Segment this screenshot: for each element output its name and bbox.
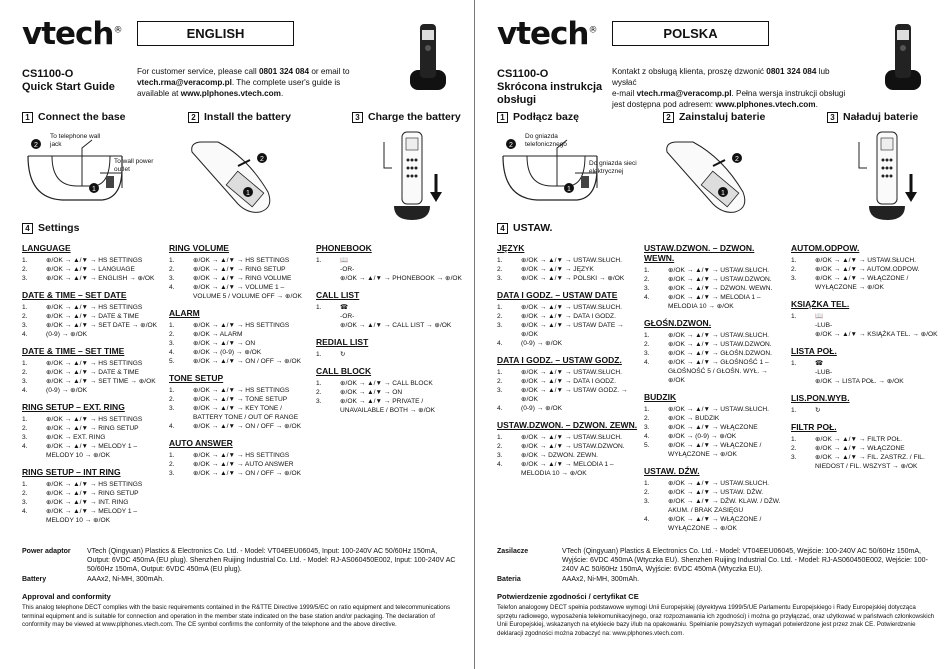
instruction-step: 2. ⊕/OK → ▲/▼ → DATE & TIME (22, 369, 140, 376)
instruction-step: -LUB- (815, 369, 833, 376)
section-title: USTAW.DZWON. – DZWON. WEWN. (644, 243, 755, 263)
svg-text:1: 1 (567, 186, 571, 193)
instruction-step: 1. ⊕/OK → ▲/▼ → USTAW.SŁUCH. (791, 257, 917, 264)
vtech-logo: vtech® (497, 16, 597, 52)
settings-section (22, 290, 164, 339)
settings-section (22, 346, 164, 395)
step-connect-base: 1 Podłącz bazę (497, 111, 579, 123)
instruction-step: 2. ⊕/OK → ▲/▼ → USTAW.DZWON. (644, 276, 772, 283)
settings-section (316, 290, 464, 330)
settings-section (791, 422, 939, 471)
guide-title: Quick Start Guide (22, 81, 115, 93)
instruction-step: 3. ⊕/OK → ▲/▼ → DZWON. WEWN. (644, 285, 773, 292)
settings-column-1 (22, 243, 164, 532)
instruction-step: 1. ☎ (316, 304, 349, 311)
instruction-step: 3. ⊕/OK → ▲/▼ → USTAW GODZ. → ⊕/OK (497, 387, 628, 403)
guide-title: Skrócona instrukcja obsługi (497, 81, 603, 106)
section-title: AUTO ANSWER (169, 438, 233, 448)
instruction-step: 2. ⊕/OK → ▲/▼ → RING SETUP (169, 266, 286, 273)
instruction-step: 2. ⊕/OK → ▲/▼ → DATA I GODZ. (497, 313, 616, 320)
instruction-step: 2. ⊕/OK → ▲/▼ → RING SETUP (22, 425, 139, 432)
instruction-step: 1. ⊕/OK → ▲/▼ → HS SETTINGS (22, 481, 143, 488)
instruction-step: ⊕/OK → LISTA POŁ. → ⊕/OK (815, 378, 904, 385)
svg-text:1: 1 (721, 190, 725, 197)
settings-section (791, 299, 939, 339)
section-title: USTAW. DŹW. (644, 466, 700, 476)
vtech-logo: vtech® (22, 16, 122, 52)
section-title: USTAW.DZWON. – DZWON. ZEWN. (497, 420, 638, 430)
instruction-step: 1. ☎ (791, 360, 824, 367)
step-charge-battery: 3 Charge the battery (352, 111, 461, 123)
instruction-step: 5. ⊕/OK → ▲/▼ → ON / OFF → ⊕/OK (169, 358, 301, 365)
settings-column-2 (644, 243, 786, 540)
instruction-step: 1. ⊕/OK → ▲/▼ → CALL BLOCK (316, 380, 433, 387)
model-number: CS1100-O (497, 68, 549, 80)
settings-section (169, 308, 311, 366)
settings-section (316, 366, 464, 415)
section-title: ALARM (169, 308, 200, 318)
instruction-step: 1. ⊕/OK → ▲/▼ → HS SETTINGS (169, 257, 290, 264)
section-title: DATA I GODZ. – USTAW GODZ. (497, 355, 622, 365)
section-title: REDIAL LIST (316, 337, 369, 347)
instruction-step: 1. ⊕/OK → ▲/▼ → HS SETTINGS (169, 452, 290, 459)
instruction-step: 1. ⊕/OK → ▲/▼ → USTAW.SŁUCH. (644, 406, 770, 413)
instruction-step: 2. ⊕/OK → ▲/▼ → TONE SETUP (169, 396, 288, 403)
instruction-step: 3. ⊕/OK → DZWON. ZEWN. (497, 452, 598, 459)
approval-title: Approval and conformity (22, 592, 111, 601)
settings-section (644, 466, 786, 533)
instruction-step: 2. ⊕/OK → ▲/▼ → JĘZYK (497, 266, 594, 273)
instruction-step: 3. ⊕/OK → ▲/▼ → ON (169, 340, 256, 347)
settings-section (497, 420, 639, 478)
instruction-step: 1. ⊕/OK → ▲/▼ → HS SETTINGS (169, 322, 290, 329)
language-label: POLSKA (612, 21, 769, 46)
instruction-step: ⊕/OK → ▲/▼ → KSIĄŻKA TEL. → ⊕/OK (815, 331, 938, 338)
instruction-step: 1. 📖 (791, 313, 824, 320)
instruction-step: 5. ⊕/OK → ▲/▼ → WŁĄCZONE / WYŁĄCZONE → ⊕/OK (644, 442, 762, 458)
instruction-step: 1. ⊕/OK → ▲/▼ → HS SETTINGS (22, 257, 143, 264)
settings-section (169, 438, 311, 478)
instruction-step: 2. ⊕/OK → ▲/▼ → USTAW.DZWON. (644, 341, 772, 348)
settings-column-3 (791, 243, 939, 478)
instruction-step: 1. ⊕/OK → ▲/▼ → USTAW.SŁUCH. (497, 304, 623, 311)
label-telephone-jack: To telephone wall jack (50, 133, 101, 148)
settings-section (644, 243, 786, 311)
instruction-step: 4. ⊕/OK → (0-9) → ⊕/OK (169, 349, 262, 356)
charge-battery-illustration (855, 128, 935, 223)
instruction-step: 1. ↻ (316, 351, 346, 358)
instruction-step: 3. ⊕/OK → ▲/▼ → FIL. ZASTRZ. / FIL. NIEDOST / FIL. WSZYST → ⊕/OK (791, 454, 925, 470)
instruction-step: 4. (0-9) → ⊕/OK (497, 340, 563, 347)
instruction-step: -LUB- (815, 322, 833, 329)
instruction-step: 1. ⊕/OK → ▲/▼ → USTAW.SŁUCH. (644, 480, 770, 487)
instruction-step: 4. ⊕/OK → ▲/▼ → GŁOŚNOŚĆ 1 – GŁOŚNOŚĆ 5 / GŁOŚN. WYŁ. → ⊕/OK (644, 359, 769, 384)
section-title: DATA I GODZ. – USTAW DATE (497, 290, 618, 300)
instruction-step: 2. ⊕/OK → ▲/▼ → DATA I GODZ. (497, 378, 616, 385)
instruction-step: 2. ⊕/OK → ▲/▼ → USTAW.DZWON. (497, 443, 625, 450)
section-title: LISTA POŁ. (791, 346, 837, 356)
instruction-step: 1. ⊕/OK → ▲/▼ → USTAW.SŁUCH. (497, 369, 623, 376)
instruction-step: 1. ⊕/OK → ▲/▼ → USTAW.SŁUCH. (497, 257, 623, 264)
section-title: CALL LIST (316, 290, 360, 300)
settings-section (497, 243, 639, 283)
section-title: RING VOLUME (169, 243, 229, 253)
instruction-step: ⊕/OK → ▲/▼ → PHONEBOOK → ⊕/OK (340, 275, 462, 282)
instruction-step: 4. ⊕/OK → ▲/▼ → ON / OFF → ⊕/OK (169, 423, 301, 430)
instruction-step: 1. ⊕/OK → ▲/▼ → USTAW.SŁUCH. (497, 434, 623, 441)
instruction-step: 1. ⊕/OK → ▲/▼ → HS SETTINGS (22, 360, 143, 367)
instruction-step: 3. ⊕/OK → ▲/▼ → SET TIME → ⊕/OK (22, 378, 156, 385)
instruction-step: 3. ⊕/OK → EXT. RING (22, 434, 106, 441)
section-title: FILTR POŁ. (791, 422, 837, 432)
label-power-outlet: Do gniazda sieci elektrycznej (589, 160, 637, 175)
instruction-step: 4. ⊕/OK → ▲/▼ → MELODY 1 – MELODY 10 → ⊕/OK (22, 443, 138, 459)
instruction-step: 2. ⊕/OK → ▲/▼ → WŁĄCZONE (791, 445, 905, 452)
instruction-step: 4. (0-9) → ⊕/OK (22, 331, 88, 338)
footer-specs: Power adaptor VTech (Qingyuan) Plastics & Electronics Co. Ltd. - Model: VT04EEU06045, Input: 100-240V AC 50/60Hz 150mA, Output: 6VDC 450mA (EU plug). Shenzhen Ruijing Industrial Co. Ltd. - Model: RJ-AS060450E002, Input: 100-240V AC 50/60Hz 150mA, Output: 6VDC 450mA (EU plug). Battery AAAx2, Ni-MH, 300mAh. Approval and conformity This analog telephone DECT complies with the basic requirements contained in the R&TTE Directive 1999/5/EC on ratio equipment and telecommunications terminal equipment and is suitable for connection and operation in the member state indicated on the base station and/or packaging. The declaration of conformity may be viewed at www.plphones.vtech.com. The CE symbol confirms the conformity of the telephone and the above directive. (22, 547, 462, 630)
instruction-step: -OR- (340, 266, 355, 273)
approval-text: This analog telephone DECT complies with the basic requirements contained in the R&TTE Directive 1999/5/EC on ratio equipment and telecommunications terminal equipment and is suitable for connection and operation in the member state indicated on the base station and/or packaging. The declaration of conformity may be viewed at www.plphones.vtech.com. The CE symbol confirms the conformity of the telephone and the above directive. (22, 604, 451, 628)
settings-section (644, 392, 786, 459)
instruction-step: 2. ⊕/OK → ▲/▼ → AUTO ANSWER (169, 461, 294, 468)
install-battery-illustration (663, 128, 763, 218)
instruction-step: 4. ⊕/OK → ▲/▼ → MELODIA 1 – MELODIA 10 → ⊕/OK (644, 294, 761, 310)
approval-title: Potwierdzenie zgodności / certyfikat CE (497, 592, 639, 601)
section-title: PHONEBOOK (316, 243, 372, 253)
instruction-step: 3. ⊕/OK → ▲/▼ → PRIVATE / UNAVAILABLE / BOTH → ⊕/OK (316, 398, 436, 414)
model-number: CS1100-O (22, 68, 74, 80)
instruction-step: 3. ⊕/OK → ▲/▼ → POLSKI → ⊕/OK (497, 275, 625, 282)
instruction-step: 2. ⊕/OK → ▲/▼ → LANGUAGE (22, 266, 135, 273)
section-title: TONE SETUP (169, 373, 224, 383)
instruction-step: 1. ⊕/OK → ▲/▼ → HS SETTINGS (169, 387, 290, 394)
instruction-step: 2. ⊕/OK → ▲/▼ → RING SETUP (22, 490, 139, 497)
instruction-step: 4. ⊕/OK → ▲/▼ → MELODIA 1 – MELODIA 10 → ⊕/OK (497, 461, 614, 477)
instruction-step: 1. ⊕/OK → ▲/▼ → USTAW.SŁUCH. (644, 267, 770, 274)
instruction-step: 1. ⊕/OK → ▲/▼ → HS SETTINGS (22, 416, 143, 423)
settings-section (316, 337, 464, 359)
instruction-step: 3. ⊕/OK → ▲/▼ → INT. RING (22, 499, 129, 506)
svg-text:2: 2 (509, 142, 513, 149)
install-battery-illustration (188, 128, 288, 218)
instruction-step: 2. ⊕/OK → ▲/▼ → ON (316, 389, 403, 396)
instruction-step: 4. (0-9) → ⊕/OK (497, 405, 563, 412)
instruction-step: 3. ⊕/OK → ▲/▼ → DŹW. KLAW. / DŹW. AKUM. / BRAK ZASIĘGU (644, 498, 781, 514)
customer-service-text: For customer service, please call 0801 324 084 or email to vtech.rma@veracomp.pl. The complete user's guide is available at www.plphones.vtech.com. (137, 67, 350, 98)
approval-text: Telefon analogowy DECT spełnia podstawowe wymogi Unii Europejskiej (dyrektywa 1999/5/UE Parlamentu Europejskiego i Rady Europejskiej dotycząca sprzętu radiowego, wyposażenia telekomunikacyjnego, oraz rozpoznawania ich zgodności) i można go przyłączać, oraz użytkować w państwach członkowskich Unii Europejskiej, wskazanych na etykiecie bazy i/lub na opakowaniu. Spełnianie powyższych wymagań potwierdzone jest przez znak CE. Potwierdzenie deklaracji zgodności można zobaczyć na: www.plphones.vtech.com. (497, 604, 935, 637)
settings-section (644, 318, 786, 385)
instruction-step: 4. ⊕/OK → (0-9) → ⊕/OK (644, 433, 737, 440)
step-install-battery: 2 Zainstaluj baterie (663, 111, 765, 123)
instruction-step: 3. ⊕/OK → ▲/▼ → RING VOLUME (169, 275, 292, 282)
instruction-step: 4. (0-9) → ⊕/OK (22, 387, 88, 394)
svg-text:2: 2 (735, 156, 739, 163)
instruction-step: 3. ⊕/OK → ▲/▼ → ON / OFF → ⊕/OK (169, 470, 301, 477)
settings-section (791, 243, 939, 292)
customer-service-text: Kontakt z obsługą klienta, proszę dzwonić 0801 324 084 lub wysłać e-mail vtech.rma@veracomp.pl. Pełna wersja instrukcji obsługi jest dostępna pod adresem: www.plphones.vtech.com. (612, 67, 846, 109)
instruction-step: -OR- (340, 313, 355, 320)
settings-section (169, 243, 311, 301)
instruction-step: 4. ⊕/OK → ▲/▼ → VOLUME 1 – VOLUME 5 / VOLUME OFF → ⊕/OK (169, 284, 302, 300)
section-title: AUTOM.ODPOW. (791, 243, 860, 253)
instruction-step: 2. ⊕/OK → ▲/▼ → AUTOM.ODPOW. (791, 266, 920, 273)
section-title: LIS.PON.WYB. (791, 393, 850, 403)
section-title: JĘZYK (497, 243, 525, 253)
svg-text:1: 1 (92, 186, 96, 193)
instruction-step: 1. ↻ (791, 407, 821, 414)
svg-text:2: 2 (260, 156, 264, 163)
instruction-step: 1. ⊕/OK → ▲/▼ → USTAW.SŁUCH. (644, 332, 770, 339)
section-title: CALL BLOCK (316, 366, 372, 376)
instruction-step: 3. ⊕/OK → ▲/▼ → USTAW DATE → ⊕/OK (497, 322, 624, 338)
settings-section (791, 393, 939, 415)
instruction-step: 3. ⊕/OK → ▲/▼ → KEY TONE / BATTERY TONE / OUT OF RANGE (169, 405, 299, 421)
step-install-battery: 2 Install the battery (188, 111, 291, 123)
instruction-step: 2. ⊕/OK → ALARM (169, 331, 243, 338)
settings-column-2 (169, 243, 311, 485)
svg-text:2: 2 (34, 142, 38, 149)
instruction-step: 3. ⊕/OK → ▲/▼ → ENGLISH → ⊕/OK (22, 275, 155, 282)
label-power-outlet: To wall power outlet (114, 158, 154, 173)
settings-section (791, 346, 939, 386)
instruction-step: 2. ⊕/OK → ▲/▼ → USTAW. DŹW. (644, 489, 764, 496)
instruction-step: ⊕/OK → ▲/▼ → CALL LIST → ⊕/OK (340, 322, 452, 329)
settings-column-3 (316, 243, 464, 422)
instruction-step: 3. ⊕/OK → ▲/▼ → WŁĄCZONE (644, 424, 758, 431)
step-charge-battery: 3 Naładuj baterie (827, 111, 918, 123)
language-label: ENGLISH (137, 21, 294, 46)
label-telephone-jack: Do gniazda telefonicznego (525, 133, 567, 148)
settings-heading: 4 Settings (22, 222, 79, 234)
instruction-step: 3. ⊕/OK → ▲/▼ → SET DATE → ⊕/OK (22, 322, 158, 329)
instruction-step: 1. ⊕/OK → ▲/▼ → HS SETTINGS (22, 304, 143, 311)
instruction-step: 3. ⊕/OK → ▲/▼ → GŁOŚN.DZWON. (644, 350, 772, 357)
section-title: RING SETUP – EXT. RING (22, 402, 125, 412)
section-title: DATE & TIME – SET TIME (22, 346, 125, 356)
instruction-step: 2. ⊕/OK → ▲/▼ → DATE & TIME (22, 313, 140, 320)
polish-page (475, 0, 950, 669)
section-title: BUDZIK (644, 392, 677, 402)
instruction-step: 1. 📖 (316, 257, 349, 264)
settings-section (22, 243, 164, 283)
settings-section (169, 373, 311, 431)
charge-battery-illustration (380, 128, 460, 223)
instruction-step: 4. ⊕/OK → ▲/▼ → MELODY 1 – MELODY 10 → ⊕/OK (22, 508, 138, 524)
settings-section (316, 243, 464, 283)
instruction-step: 4. ⊕/OK → ▲/▼ → WŁĄCZONE / WYŁĄCZONE → ⊕/OK (644, 516, 762, 532)
settings-section (497, 355, 639, 413)
footer-specs: Zasilacze VTech (Qingyuan) Plastics & Electronics Co. Ltd. - Model: VT04EEU06045, Wejście: 100-240V AC 50/60Hz 150mA, Wyjście: 6VDC 450mA (Wtyczka EU). Shenzhen Ruijing Industrial Co. Ltd. - Model: RJ-AS060450E002, Wejście: 100-240V AC 50/60Hz 150mA, Wyjście: 6VDC 450mA (Wtyczka EU). Bateria AAAx2, Ni-MH, 300mAh. Potwierdzenie zgodności / certyfikat CE Telefon analogowy DECT spełnia podstawowe wymogi Unii Europejskiej (dyrektywa 1999/5/UE Parlamentu Europejskiego i Rady Europejskiej dotycząca sprzętu radiowego, wyposażenia telekomunikacyjnego, oraz rozpoznawania ich zgodności) i można go przyłączać, oraz użytkować w państwach członkowskich Unii Europejskiej, wskazanych na etykiecie bazy i/lub na opakowaniu. Spełnianie powyższych wymagań potwierdzone jest przez znak CE. Potwierdzenie deklaracji zgodności można zobaczyć na: www.plphones.vtech.com. (497, 547, 937, 638)
section-title: KSIĄŻKA TEL. (791, 299, 850, 309)
phone-product-image (883, 22, 923, 92)
settings-section (22, 402, 164, 460)
section-title: DATE & TIME – SET DATE (22, 290, 127, 300)
svg-text:1: 1 (246, 190, 250, 197)
settings-heading: 4 USTAW. (497, 222, 552, 234)
settings-section (497, 290, 639, 348)
instruction-step: 3. ⊕/OK → ▲/▼ → WŁĄCZONE / WYŁĄCZONE → ⊕/OK (791, 275, 909, 291)
section-title: GŁOŚN.DZWON. (644, 318, 712, 328)
settings-column-1 (497, 243, 639, 485)
instruction-step: 2. ⊕/OK → BUDZIK (644, 415, 720, 422)
step-connect-base: 1 Connect the base (22, 111, 126, 123)
section-title: RING SETUP – INT RING (22, 467, 121, 477)
instruction-step: 1. ⊕/OK → ▲/▼ → FILTR POŁ. (791, 436, 902, 443)
phone-product-image (408, 22, 448, 92)
section-title: LANGUAGE (22, 243, 71, 253)
settings-section (22, 467, 164, 525)
